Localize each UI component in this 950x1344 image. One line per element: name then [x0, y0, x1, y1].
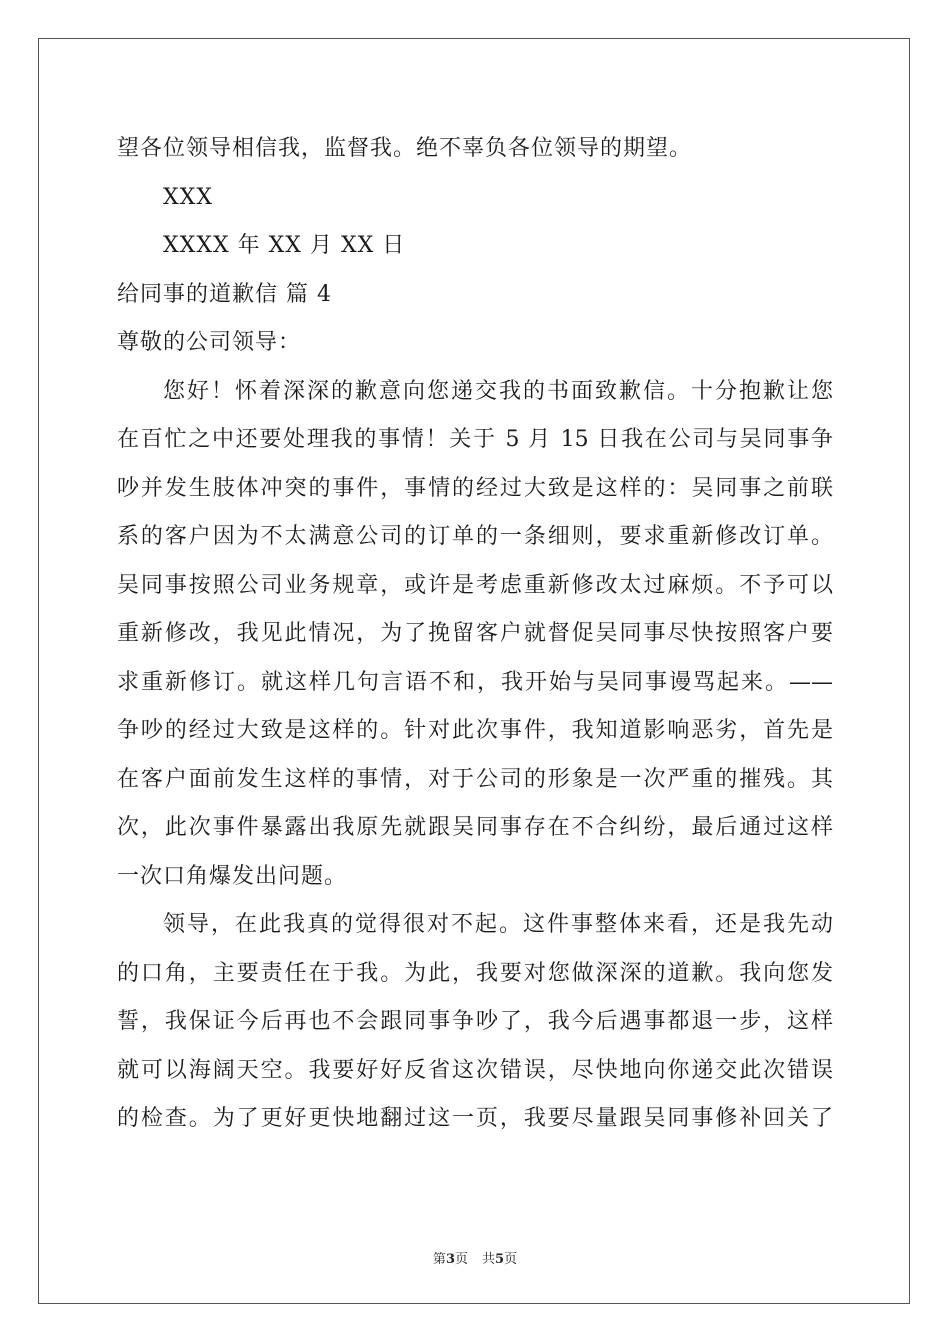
salutation: 尊敬的公司领导：	[117, 330, 302, 355]
signature-date: XXXX 年 XX 月 XX 日	[163, 233, 406, 258]
text-line: 一次口角爆发出问题。	[117, 863, 348, 889]
text-line: 吵并发生肢体冲突的事件，事情的经过大致是这样的：吴同事之前联	[117, 475, 833, 501]
text-line: 誓，我保证今后再也不会跟同事争吵了，我今后遇事都退一步，这样	[117, 1009, 833, 1034]
text-line: 望各位领导相信我，监督我。绝不辜负各位领导的期望。	[117, 136, 693, 161]
text-line: 在客户面前发生这样的事情，对于公司的形象是一次严重的摧残。其	[117, 766, 833, 792]
text-line: 次，此次事件暴露出我原先就跟吴同事存在不合纠纷，最后通过这样	[117, 815, 833, 840]
page-prefix: 第	[432, 1252, 446, 1267]
section-heading: 给同事的道歉信 篇 4	[117, 281, 332, 307]
total-prefix: 共	[482, 1252, 496, 1267]
text-line: 就可以海阔天空。我要好好反省这次错误，尽快地向你递交此次错误	[117, 1057, 833, 1083]
text-line: 系的客户因为不太满意公司的订单的一条细则，要求重新修改订单。	[117, 524, 833, 549]
text-line: 的口角，主要责任在于我。为此，我要对您做深深的道歉。我向您发	[117, 960, 833, 986]
page-suffix: 页	[454, 1252, 468, 1267]
page-total: 5	[495, 1252, 505, 1267]
text-line: 您好！怀着深深的歉意向您递交我的书面致歉信。十分抱歉让您	[163, 378, 833, 404]
text-line: 求重新修订。就这样几句言语不和，我开始与吴同事谩骂起来。——	[117, 669, 833, 695]
text-line: 在百忙之中还要处理我的事情！关于 5 月 15 日我在公司与吴同事争	[117, 427, 833, 452]
text-line: 重新修改，我见此情况，为了挽留客户就督促吴同事尽快按照客户要	[117, 621, 833, 646]
text-line: 争吵的经过大致是这样的。针对此次事件，我知道影响恶劣，首先是	[117, 718, 833, 743]
text-line: 的检查。为了更好更快地翻过这一页，我要尽量跟吴同事修补回关了	[117, 1106, 833, 1131]
text-line: 领导，在此我真的觉得很对不起。这件事整体来看，还是我先动	[163, 912, 833, 937]
page-current: 3	[445, 1252, 455, 1267]
page-footer	[0, 1248, 950, 1267]
text-line: 吴同事按照公司业务规章，或许是考虑重新修改太过麻烦。不予可以	[117, 572, 833, 598]
total-suffix: 页	[504, 1252, 518, 1267]
document-body	[117, 125, 833, 1144]
signature-name: XXX	[163, 184, 213, 210]
